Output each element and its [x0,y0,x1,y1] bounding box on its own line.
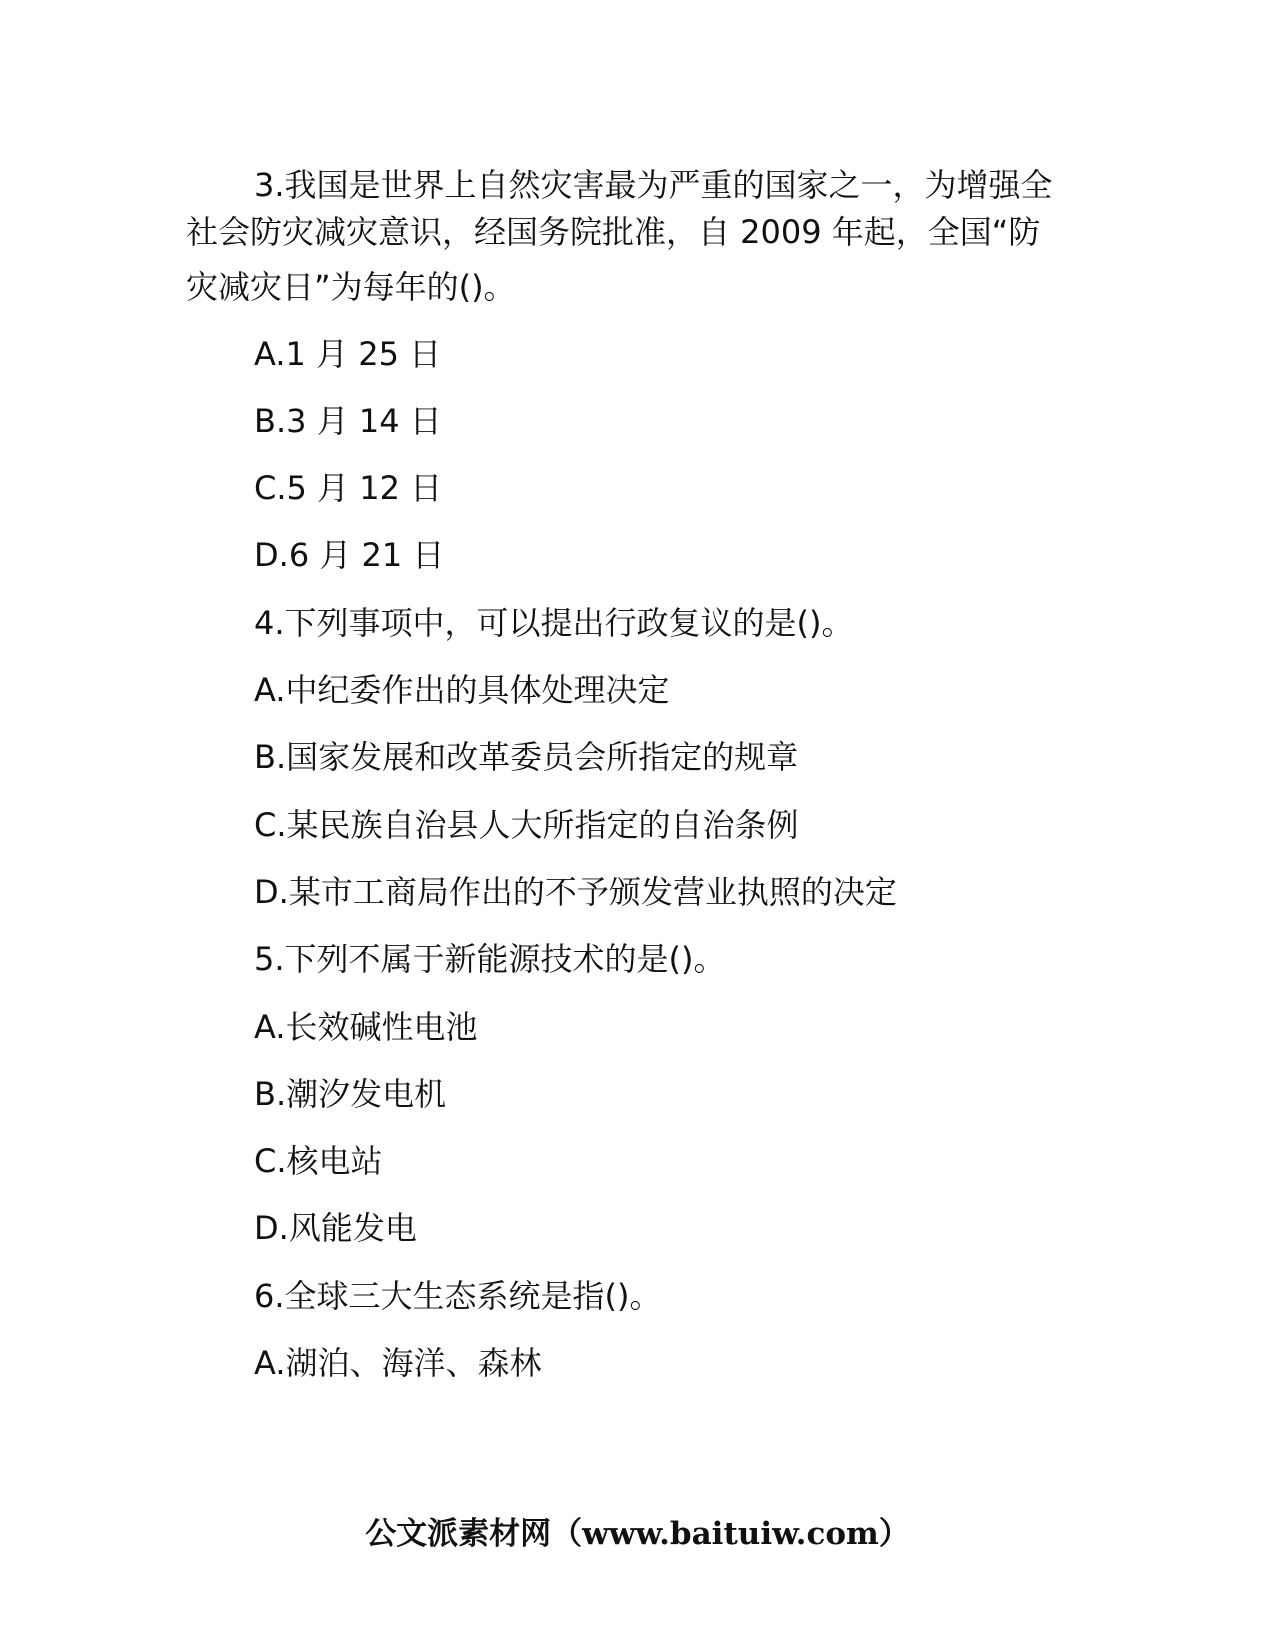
question-5-option-a: A.长效碱性电池 [254,1008,478,1046]
question-5-line-1: 5.下列不属于新能源技术的是()。 [254,940,726,978]
question-4-option-c: C.某民族自治县人大所指定的自治条例 [254,806,799,844]
question-3-line-2: 社会防灾减灾意识，经国务院批准，自 2009 年起，全国“防 [186,213,1041,251]
question-3-option-c: C.5 月 12 日 [254,469,443,507]
question-5-option-d: D.风能发电 [254,1209,417,1247]
question-3-option-a: A.1 月 25 日 [254,335,442,373]
question-4-option-b: B.国家发展和改革委员会所指定的规章 [254,738,799,776]
question-3-line-1: 3.我国是世界上自然灾害最为严重的国家之一，为增强全 [254,166,1053,204]
footer-watermark: 公文派素材网（www.baituiw.com） [365,1516,910,1552]
question-5-option-b: B.潮汐发电机 [254,1075,447,1113]
question-6-option-a: A.湖泊、海洋、森林 [254,1344,542,1382]
question-4-line-1: 4.下列事项中，可以提出行政复议的是()。 [254,604,854,642]
question-6-line-1: 6.全球三大生态系统是指()。 [254,1277,662,1315]
question-5-option-c: C.核电站 [254,1142,383,1180]
question-3-option-d: D.6 月 21 日 [254,536,445,574]
question-3-line-3: 灾减灾日”为每年的()。 [186,268,516,306]
question-4-option-a: A.中纪委作出的具体处理决定 [254,671,670,709]
question-3-option-b: B.3 月 14 日 [254,402,442,440]
question-4-option-d: D.某市工商局作出的不予颁发营业执照的决定 [254,873,897,911]
